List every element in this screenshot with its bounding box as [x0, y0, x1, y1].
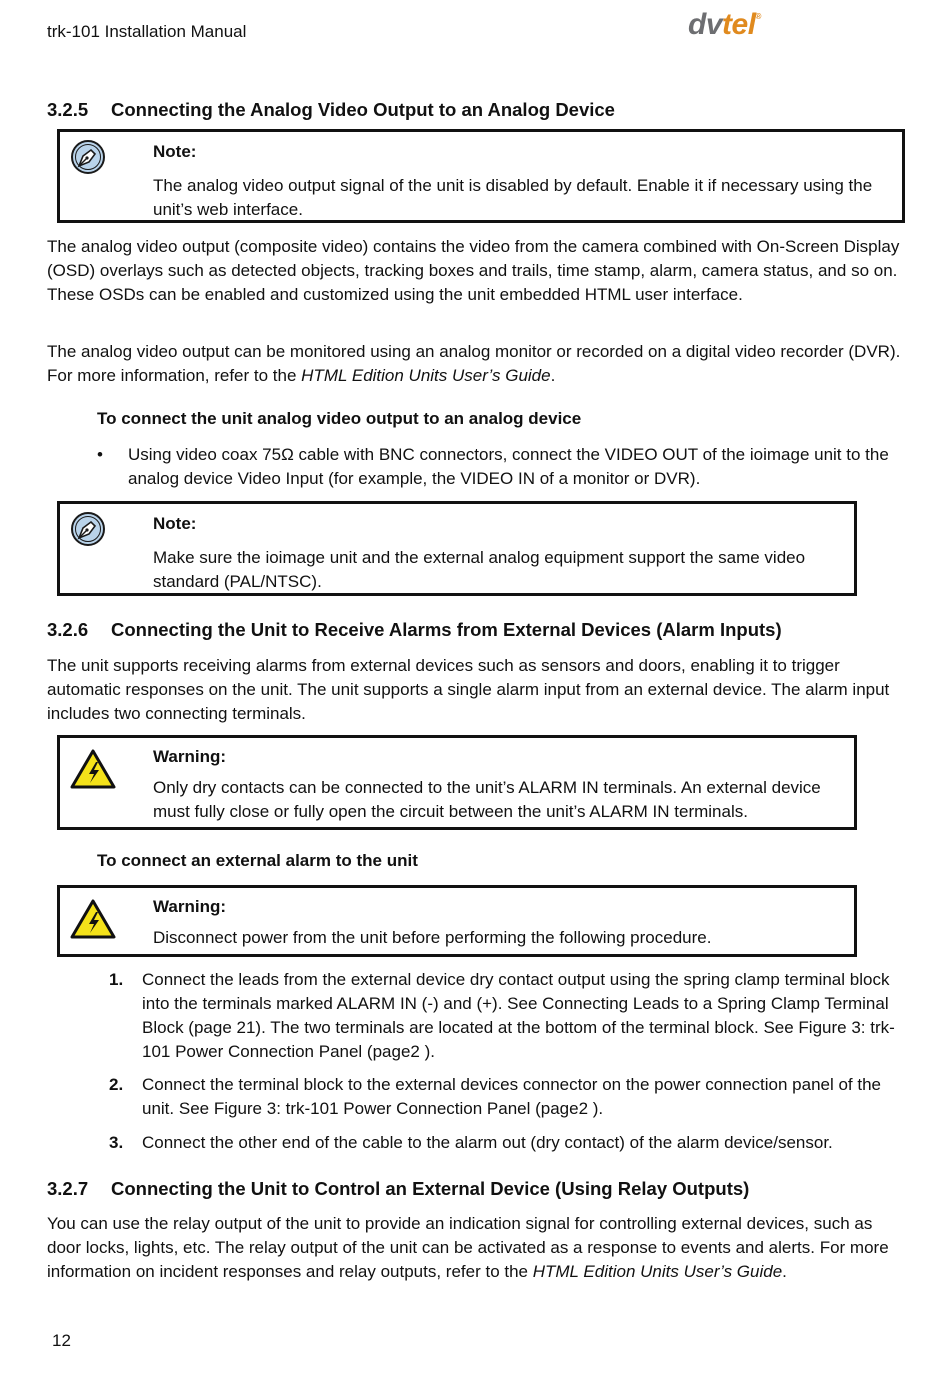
warning-box [57, 885, 857, 957]
section-number: 3.2.5 [47, 99, 89, 120]
note-text: Make sure the ioimage unit and the external analog equipment support the same video standard (PAL/NTSC). [153, 548, 806, 591]
section-heading-3-2-6 [47, 619, 782, 641]
section-title: Connecting the Unit to Receive Alarms from External Devices (Alarm Inputs) [111, 619, 782, 640]
pen-nib-icon [70, 511, 106, 547]
step-number: 3. [109, 1133, 124, 1152]
list-item [109, 1073, 904, 1121]
paragraph: The analog video output (composite video) contains the video from the camera combined with On-Screen Display (OSD) overlays such as detected objects, tracking boxes and trails, time stamp, alarm, camera status, and so on. These OSDs can be enabled and customized using the unit embedded HTML user interface. [47, 237, 900, 304]
warning-label: Warning: [153, 747, 227, 766]
list-item [109, 968, 904, 1064]
note-label: Note: [153, 514, 197, 533]
section-title: Connecting the Unit to Control an External Device (Using Relay Outputs) [111, 1178, 750, 1199]
high-voltage-warning-icon [70, 748, 116, 790]
step-text: Connect the leads from the external device dry contact output using the spring clamp terminal block into the terminals marked ALARM IN (-) and (+). See Connecting Leads to a Spring Clamp Terminal Block (page 21). The two terminals are located at the bottom of the terminal block. See Figure 3: trk-101 Power Connection Panel (page2 ). [142, 970, 895, 1061]
procedure-heading: To connect an external alarm to the unit [97, 851, 418, 870]
note-label: Note: [153, 142, 197, 161]
section-heading-3-2-5 [47, 99, 615, 121]
section-title: Connecting the Analog Video Output to an Analog Device [111, 99, 615, 120]
step-text: Connect the terminal block to the external devices connector on the power connection panel of the unit. See Figure 3: trk-101 Power Connection Panel (page2 ). [142, 1075, 882, 1118]
warning-text: Only dry contacts can be connected to the unit’s ALARM IN terminals. An external device must fully close or fully open the circuit between the unit’s ALARM IN terminals. [153, 778, 821, 821]
step-text: Connect the other end of the cable to the alarm out (dry contact) of the alarm device/sensor. [142, 1133, 833, 1152]
note-text: The analog video output signal of the unit is disabled by default. Enable it if necessary using the unit’s web interface. [153, 176, 873, 219]
section-heading-3-2-7 [47, 1178, 749, 1200]
guide-reference: HTML Edition Units User’s Guide [532, 1262, 783, 1281]
warning-label: Warning: [153, 897, 227, 916]
procedure-heading: To connect the unit analog video output to an analog device [97, 409, 582, 428]
paragraph: The unit supports receiving alarms from external devices such as sensors and doors, enabling it to trigger automatic responses on the unit. The unit supports a single alarm input from an external device. The alarm input includes two connecting terminals. [47, 656, 890, 723]
warning-box [57, 735, 857, 830]
warning-text: Disconnect power from the unit before performing the following procedure. [153, 928, 712, 947]
note-box [57, 501, 857, 596]
paragraph: You can use the relay output of the unit to provide an indication signal for controlling external devices, such as door locks, lights, etc. The relay output of the unit can be activated as a response to events and alerts. For more information on incident responses and relay outputs, refer to the HTML Edition Units User’s Guide. [47, 1214, 889, 1281]
section-number: 3.2.6 [47, 619, 89, 640]
bullet-marker: • [97, 445, 103, 464]
note-box [57, 129, 905, 223]
page-number: 12 [52, 1331, 71, 1350]
list-item [109, 1131, 904, 1155]
step-number: 1. [109, 970, 124, 989]
step-number: 2. [109, 1075, 124, 1094]
high-voltage-warning-icon [70, 898, 116, 940]
header-title: trk-101 Installation Manual [47, 22, 247, 41]
dvtel-logo: dvtel® [688, 8, 761, 41]
section-number: 3.2.7 [47, 1178, 89, 1199]
pen-nib-icon [70, 139, 106, 175]
guide-reference: HTML Edition Units User’s Guide [301, 366, 551, 385]
paragraph: The analog video output can be monitored using an analog monitor or recorded on a digital video recorder (DVR). For more information, refer to the HTML Edition Units User’s Guide. [47, 342, 901, 385]
list-item: • Using video coax 75Ω cable with BNC connectors, connect the VIDEO OUT of the ioimage unit to the analog device Video Input (for example, the VIDEO IN of a monitor or DVR). [97, 445, 889, 488]
